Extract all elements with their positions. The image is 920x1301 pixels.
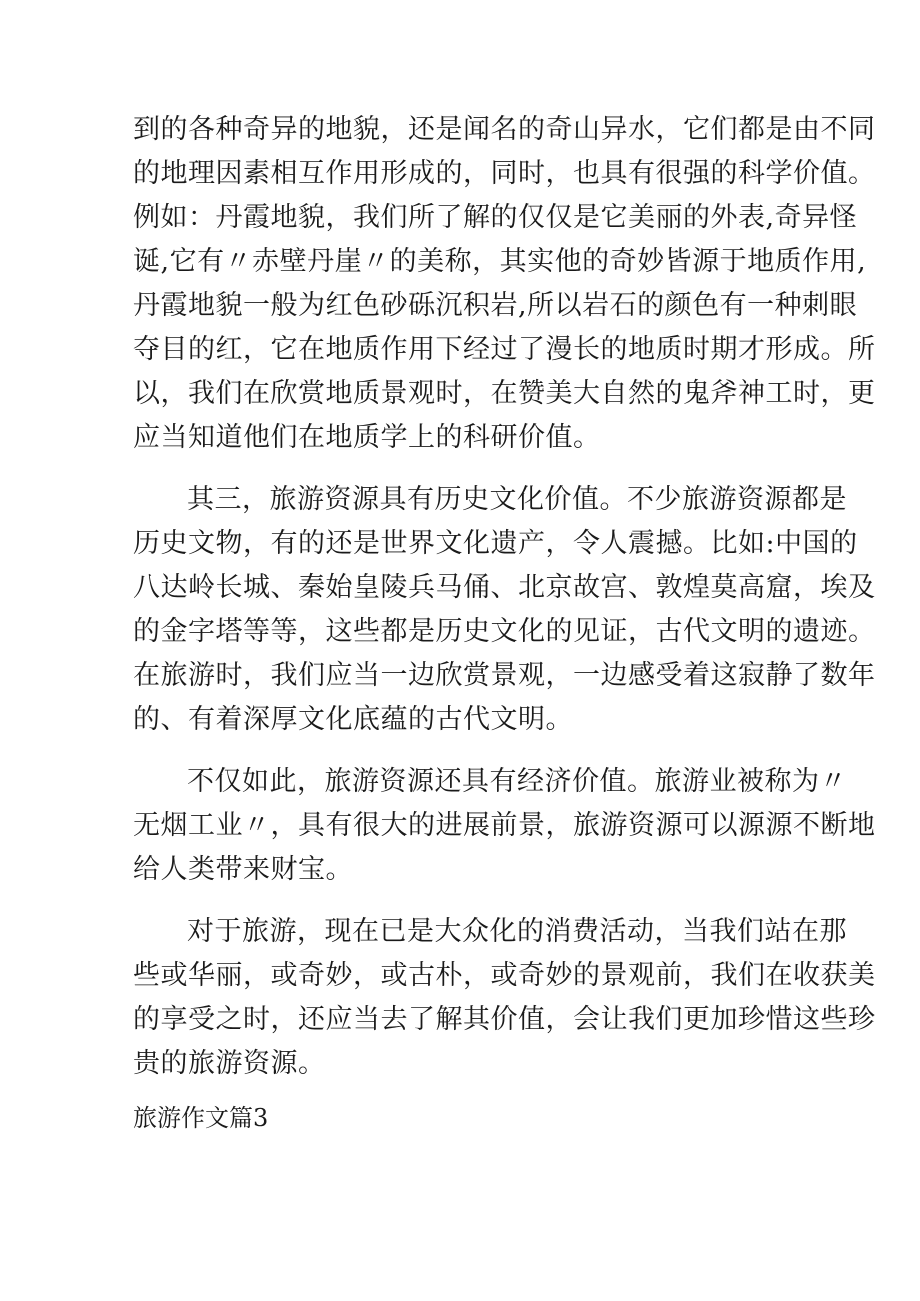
text-line: 诞,它有〃赤壁丹崖〃的美称，其实他的奇妙皆源于地质作用, [133, 246, 867, 277]
text-line: 的享受之时，还应当去了解其价值，会让我们更加珍惜这些珍 [133, 1004, 876, 1035]
text-line: 八达岭长城、秦始皇陵兵马俑、北京故宫、敦煌莫高窟，埃及 [133, 572, 876, 603]
paragraph-3 [133, 760, 876, 892]
text-line: 到的各种奇异的地貌，还是闻名的奇山异水，它们都是由不同 [133, 114, 876, 145]
text-line: 贵的旅游资源。 [133, 1048, 326, 1079]
document-body [133, 108, 876, 1138]
text-line: 的金字塔等等，这些都是历史文化的见证，古代文明的遗迹。 [133, 616, 876, 647]
paragraph-1 [133, 108, 876, 460]
text-line: 历史文物，有的还是世界文化遗产，令人震撼。比如:中国的 [133, 528, 858, 559]
text-line: 例如：丹霞地貌，我们所了解的仅仅是它美丽的外表,奇异怪 [133, 202, 858, 233]
text-line: 给人类带来财宝。 [133, 854, 353, 885]
text-line: 无烟工业〃，具有很大的进展前景，旅游资源可以源源不断地 [133, 810, 876, 841]
text-line: 其三，旅游资源具有历史文化价值。不少旅游资源都是 [187, 484, 847, 515]
text-line: 以，我们在欣赏地质景观时，在赞美大自然的鬼斧神工时，更 [133, 378, 876, 409]
text-line: 的、有着深厚文化底蕴的古代文明。 [133, 704, 573, 735]
text-line: 丹霞地貌一般为红色砂砾沉积岩,所以岩石的颜色有一种刺眼 [133, 290, 858, 321]
text-line: 不仅如此，旅游资源还具有经济价值。旅游业被称为〃 [187, 766, 847, 797]
text-line: 些或华丽，或奇妙，或古朴，或奇妙的景观前，我们在收获美 [133, 960, 876, 991]
section-heading: 旅游作文篇3 [133, 1104, 269, 1132]
text-line: 在旅游时，我们应当一边欣赏景观，一边感受着这寂静了数年 [133, 660, 876, 691]
text-line: 夺目的红，它在地质作用下经过了漫长的地质时期才形成。所 [133, 334, 876, 365]
text-line: 的地理因素相互作用形成的，同时，也具有很强的科学价值。 [133, 158, 876, 189]
text-line: 对于旅游，现在已是大众化的消费活动，当我们站在那 [187, 916, 847, 947]
paragraph-2 [133, 478, 876, 742]
paragraph-4 [133, 910, 876, 1086]
text-line: 应当知道他们在地质学上的科研价值。 [133, 422, 601, 453]
